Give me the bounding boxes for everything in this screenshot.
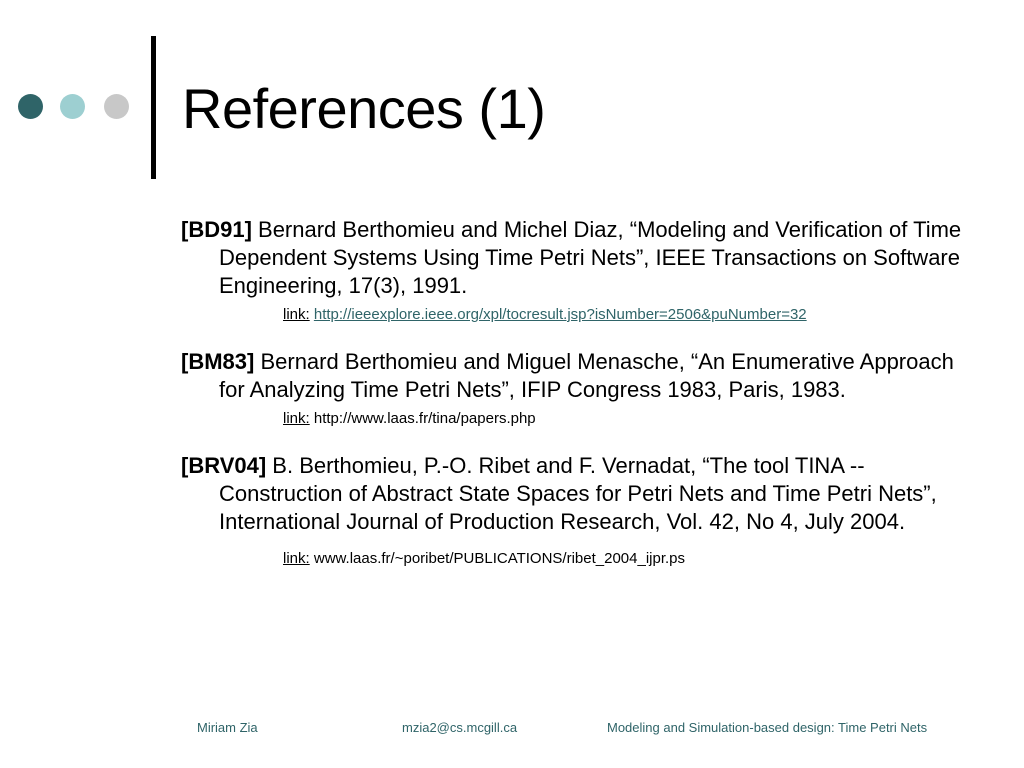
reference-text: B. Berthomieu, P.-O. Ribet and F. Vernadat, “The tool TINA -- Construction of Abstract State Spaces for Petri Nets and Time Petri Nets”, International Journal of Production Research, Vol. 42, No 4, July 2004. [219,453,937,534]
reference-link-line [283,305,971,325]
reference-url: http://www.laas.fr/tina/papers.php [313,410,536,427]
decorative-dot-dark [18,94,43,119]
reference-item [181,452,971,536]
reference-key: [BD91] [181,217,252,242]
reference-text: Bernard Berthomieu and Miguel Menasche, “An Enumerative Approach for Analyzing Time Petri Nets”, IFIP Congress 1983, Paris, 1983. [219,349,954,402]
reference-key: [BRV04] [181,453,267,478]
reference-link-line [283,409,971,429]
footer-author: Miriam Zia [197,720,258,735]
link-label: link: [283,306,310,323]
references-list [181,216,971,569]
link-label: link: [283,550,310,567]
reference-link-line [283,549,971,569]
slide-title: References (1) [182,77,546,140]
title-divider [151,36,156,179]
reference-item [181,348,971,404]
footer-email: mzia2@cs.mcgill.ca [402,720,518,735]
footer-course: Modeling and Simulation-based design: Time Petri Nets [607,720,928,735]
reference-item [181,216,971,300]
reference-link[interactable]: http://ieeexplore.ieee.org/xpl/tocresult.jsp?isNumber=2506&puNumber=32 [313,306,807,323]
reference-text: Bernard Berthomieu and Michel Diaz, “Modeling and Verification of Time Dependent Systems Using Time Petri Nets”, IEEE Transactions on Software Engineering, 17(3), 1991. [219,217,962,298]
decorative-dot-gray [104,94,129,119]
reference-url: www.laas.fr/~poribet/PUBLICATIONS/ribet_2004_ijpr.ps [313,550,685,567]
reference-key: [BM83] [181,349,255,374]
decorative-dot-light [60,94,85,119]
link-label: link: [283,410,310,427]
